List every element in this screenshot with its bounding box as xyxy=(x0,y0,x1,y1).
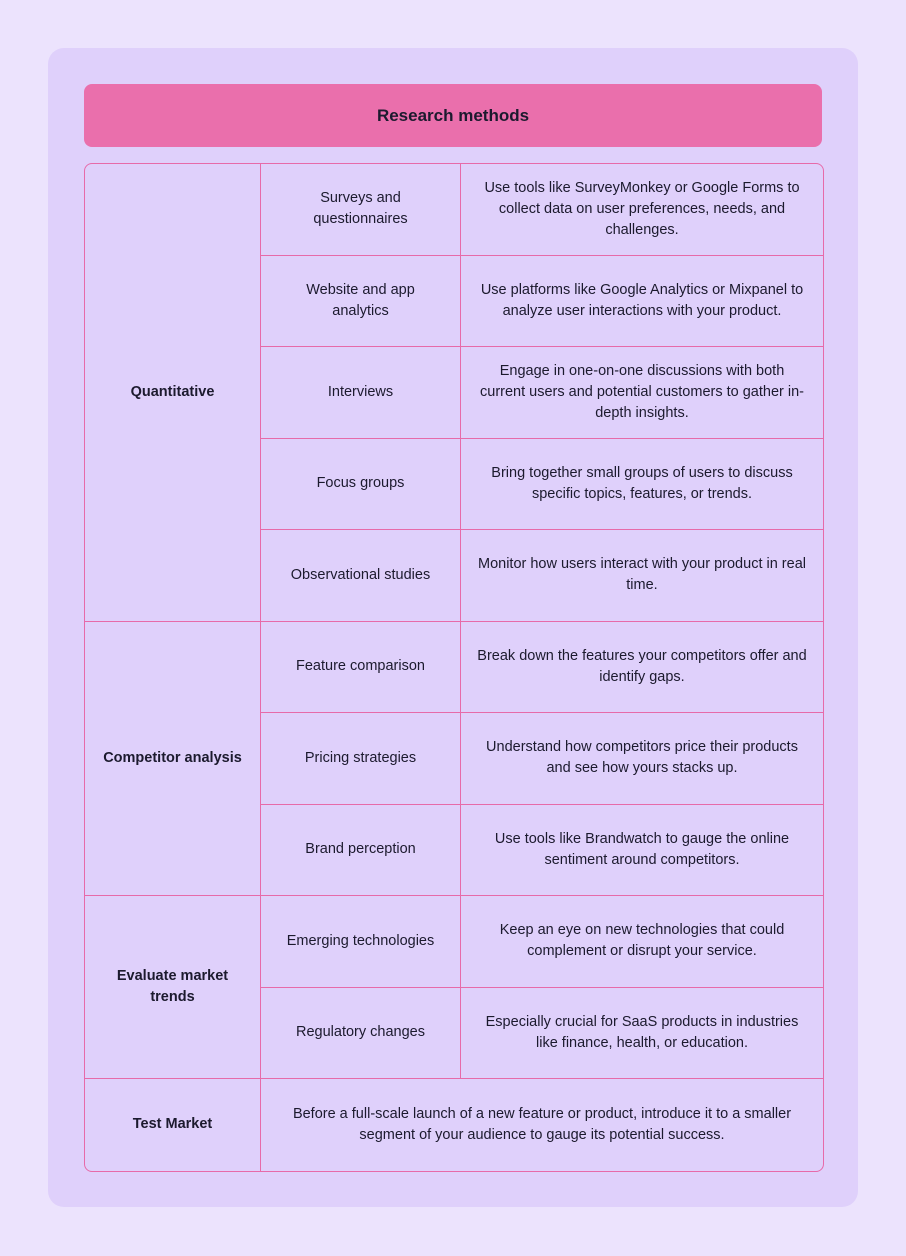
category-market-trends: Evaluate market trends xyxy=(85,896,261,1079)
method-description: Before a full-scale launch of a new feature or product, introduce it to a smaller segment of your audience to gauge its potential success. xyxy=(292,1105,792,1143)
method-description: Understand how competitors price their products and see how yours stacks up. xyxy=(461,713,823,805)
table-row xyxy=(85,622,823,714)
method-description: Use tools like SurveyMonkey or Google Forms to collect data on user preferences, needs, and challenges. xyxy=(461,164,823,256)
category-quantitative: Quantitative xyxy=(85,164,261,622)
method-name: Emerging technologies xyxy=(261,896,461,988)
method-description: Use tools like Brandwatch to gauge the online sentiment around competitors. xyxy=(461,805,823,897)
method-name: Focus groups xyxy=(261,439,461,531)
category-test-market: Test Market xyxy=(85,1079,261,1171)
table-row xyxy=(85,1079,823,1171)
method-name: Interviews xyxy=(261,347,461,439)
method-description: Use platforms like Google Analytics or Mixpanel to analyze user interactions with your product. xyxy=(461,256,823,348)
table-row xyxy=(85,896,823,988)
method-name: Brand perception xyxy=(261,805,461,897)
method-description: Break down the features your competitors offer and identify gaps. xyxy=(461,622,823,714)
table-row xyxy=(85,164,823,256)
method-name: Feature comparison xyxy=(261,622,461,714)
method-name: Observational studies xyxy=(261,530,461,622)
method-description: Monitor how users interact with your product in real time. xyxy=(461,530,823,622)
table-title: Research methods xyxy=(84,84,822,147)
category-competitor-analysis: Competitor analysis xyxy=(85,622,261,897)
method-description: Engage in one-on-one discussions with both current users and potential customers to gather in-depth insights. xyxy=(461,347,823,439)
method-description: Keep an eye on new technologies that could complement or disrupt your service. xyxy=(461,896,823,988)
method-name: Pricing strategies xyxy=(261,713,461,805)
method-name: Website and app analytics xyxy=(261,256,461,348)
method-description: Bring together small groups of users to discuss specific topics, features, or trends. xyxy=(461,439,823,531)
method-name: Surveys and questionnaires xyxy=(261,164,461,256)
method-name: Regulatory changes xyxy=(261,988,461,1080)
research-methods-table xyxy=(84,163,824,1172)
method-description: Especially crucial for SaaS products in industries like finance, health, or education. xyxy=(461,988,823,1080)
